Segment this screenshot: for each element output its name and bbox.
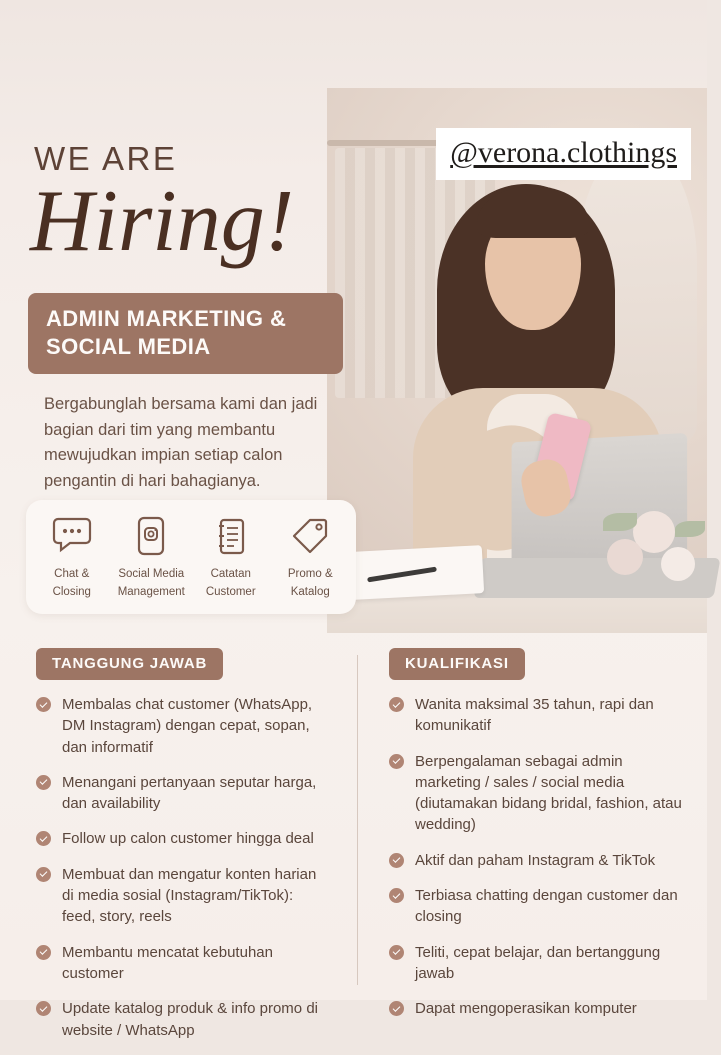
hiring-text: Hiring! bbox=[30, 173, 294, 270]
list-item-text: Teliti, cepat belajar, dan bertanggung jawab bbox=[415, 943, 661, 982]
details-columns bbox=[0, 648, 707, 1055]
check-bullet-icon bbox=[389, 697, 404, 712]
list-item-text: Aktif dan paham Instagram & TikTok bbox=[415, 851, 656, 869]
instagram-phone-icon bbox=[114, 516, 190, 556]
list-item-text: Berpengalaman sebagai admin marketing / sales / social media (diutamakan bidang bridal, fashion, atau wedding) bbox=[415, 752, 682, 834]
qualifications-title: KUALIFIKASI bbox=[389, 648, 525, 680]
price-tag-icon bbox=[273, 516, 349, 556]
list-item-text: Dapat mengoperasikan komputer bbox=[415, 1000, 637, 1018]
qualifications-column bbox=[353, 648, 706, 1055]
check-bullet-icon bbox=[36, 697, 51, 712]
check-bullet-icon bbox=[389, 1001, 404, 1016]
list-item bbox=[36, 864, 329, 928]
list-item bbox=[389, 850, 682, 871]
list-item bbox=[36, 694, 329, 758]
list-item-text: Membantu mencatat kebutuhan customer bbox=[62, 943, 273, 982]
list-item-text: Update katalog produk & info promo di website / WhatsApp bbox=[62, 1000, 318, 1039]
instagram-handle-label: @verona.clothings bbox=[450, 136, 677, 169]
check-bullet-icon bbox=[36, 831, 51, 846]
list-item bbox=[389, 751, 682, 836]
list-item bbox=[36, 772, 329, 815]
qualifications-list bbox=[371, 694, 688, 1020]
check-bullet-icon bbox=[36, 867, 51, 882]
list-item bbox=[36, 942, 329, 985]
check-bullet-icon bbox=[389, 853, 404, 868]
feature-label: Catatan Customer bbox=[205, 568, 256, 598]
notebook-icon bbox=[193, 516, 269, 556]
list-item bbox=[36, 828, 329, 849]
responsibilities-column bbox=[0, 648, 353, 1055]
intro-paragraph: Bergabunglah bersama kami dan jadi bagian dari tim yang membantu mewujudkan impian setiap calon pengantin di hari bahagianya. bbox=[44, 395, 318, 490]
list-item bbox=[36, 998, 329, 1041]
check-bullet-icon bbox=[389, 888, 404, 903]
list-item bbox=[389, 998, 682, 1019]
list-item-text: Follow up calon customer hingga deal bbox=[62, 830, 314, 848]
list-item-text: Terbiasa chatting dengan customer dan closing bbox=[415, 887, 678, 926]
responsibilities-list bbox=[18, 694, 335, 1041]
instagram-handle[interactable] bbox=[436, 128, 691, 180]
list-item bbox=[389, 942, 682, 985]
list-item bbox=[389, 694, 682, 737]
chat-bubble-icon bbox=[34, 516, 110, 556]
feature-item bbox=[112, 516, 192, 600]
feature-label: Promo & Katalog bbox=[287, 568, 333, 598]
job-title-badge: ADMIN MARKETING & SOCIAL MEDIA bbox=[28, 293, 343, 374]
check-bullet-icon bbox=[36, 945, 51, 960]
feature-label: Social Media Management bbox=[117, 568, 185, 598]
check-bullet-icon bbox=[389, 945, 404, 960]
feature-item bbox=[191, 516, 271, 600]
feature-item bbox=[32, 516, 112, 600]
check-bullet-icon bbox=[36, 775, 51, 790]
list-item bbox=[389, 885, 682, 928]
flower-bouquet bbox=[603, 493, 713, 603]
check-bullet-icon bbox=[389, 754, 404, 769]
list-item-text: Wanita maksimal 35 tahun, rapi dan komunikatif bbox=[415, 696, 654, 735]
feature-label: Chat & Closing bbox=[52, 568, 91, 598]
responsibilities-title: TANGGUNG JAWAB bbox=[36, 648, 223, 680]
we-are-text: WE ARE bbox=[34, 140, 178, 177]
list-item-text: Membalas chat customer (WhatsApp, DM Instagram) dengan cepat, sopan, dan informatif bbox=[62, 696, 313, 756]
feature-strip bbox=[26, 500, 356, 614]
feature-item bbox=[271, 516, 351, 600]
check-bullet-icon bbox=[36, 1001, 51, 1016]
list-item-text: Menangani pertanyaan seputar harga, dan availability bbox=[62, 773, 317, 813]
list-item-text: Membuat dan mengatur konten harian di media sosial (Instagram/TikTok): feed, story, reels bbox=[62, 865, 317, 926]
